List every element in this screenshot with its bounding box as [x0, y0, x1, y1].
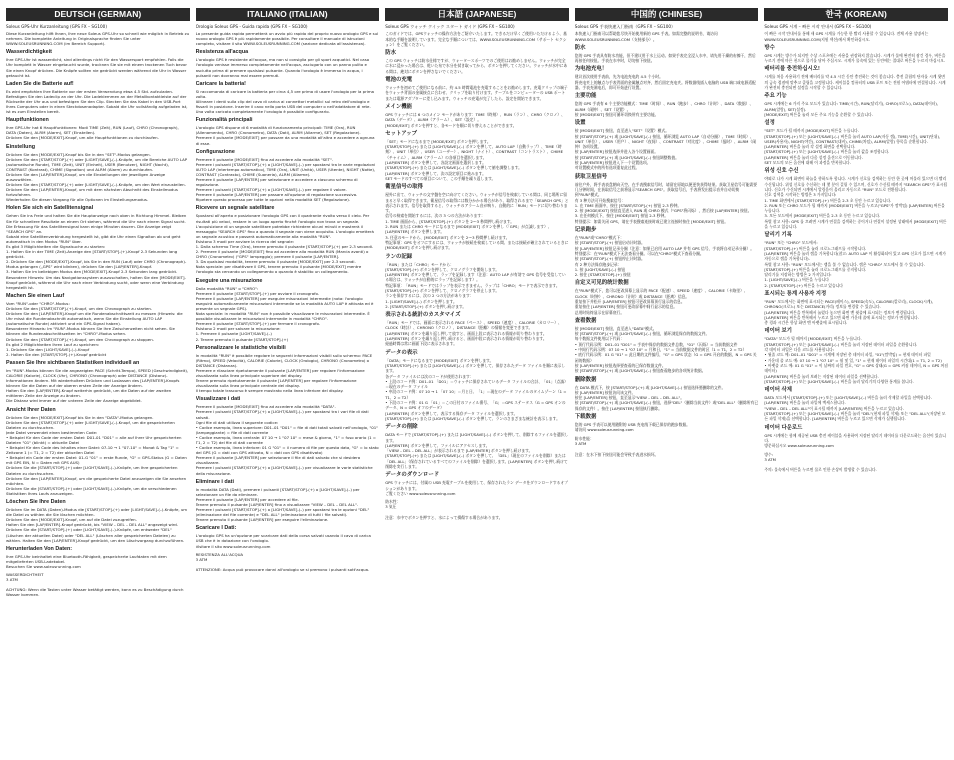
- section-text: 야외로 나가 시계 화면이 하늘을 향하도록 합니다. 시계가 신호를 검색하는 동안 한 곳에 머물러 있으면 더 빨리 수신됩니다. 위성 신호를 수신하는 데 몇 분이 걸릴 수 있으며, 신호가 수신될 때까지 "SEARCH GPS"가 표시됩니다. 신호가 수신되면 시계에서 알림음이 울리고 자동으로 "RUN" 모드로 전환됩니다. 신호 검색을 시작하는 방법은 3 가지입니다: 1. TIME 화면에서 [START/STOP]-(+) 버튼을 2-3 초 동안 누르고 있습니다. 2. RUN 또는 CHRO 모드가 될 때까지 [MODE/EXIT] 버튼을 누르고("GPS"가 깜박임) [LAP/ENTER] 버튼을 누릅니다. 3. 모든 모드에서 [MODE/EXIT] 버튼을 2-3 초 동안 누르고 있습니다. 특별 참고 사항: GPS 를 끄려면 시계가 연결을 검색하는 중이거나 연결이 설정된 상태에서 [MODE/EXIT] 버튼을 누르고 있습니다.: [764, 176, 948, 230]
- section: [764, 387, 948, 421]
- section-text: "RUN" 또는 "CHRO" 모드에서: [START/STOP]-(+) 버튼을 눌러 크로노그래프를 시작합니다. [LAP/ENTER] 버튼을 눌러 랩을 기록합니다(참고: AUTO LAP 이 활성화되어 있고 GPS 신호가 있으면 시계가 자동으로 랩을 기록합니다). 특별 참고 사항: "RUN" 모드에서는 랩을 볼 수 없습니다. 랩은 "CHRO" 모드에서 볼 수 있습니다. [START/STOP]-(+) 버튼을 눌러 크로노그래프를 중지합니다. 달리기를 저장하는 방법은 2 가지입니다: 1. [LIGHT/SAVE]-(–) 버튼을 누릅니다 2. [START/STOP]-(+) 버튼을 누르고 있습니다: [764, 240, 946, 288]
- section-title: データの削除: [385, 424, 418, 431]
- section-title: Funzionalità principali: [195, 117, 253, 124]
- section-title: Holen Sie sich ein Satellitensignal: [6, 205, 94, 212]
- section-text: Drücken Sie den [MODE/EXIT]-Knopf bis Sie in den "SET"-Modus gelangen. Drücken Sie den [START/STOP]-(+) oder [LIGHT/SAVE]-(–)-Knöpfe, um die Bereiche AUTO LAP (automatische Runde), TIME (Zeit), UNIT (Einheit), USER (Benutzer), NIGHT (Nacht), CONTRAST (Kontrast), CHIME (Signalton) und ALRM (Alarm) zu durchlaufen. Drücken Sie den [LAP/ENTER]-Knopf, um die Einstellungen der jeweiligen Anzeige auszuwählen. Drücken Sie den [START/STOP]-(+) oder [LIGHT/SAVE]-(–)-Knöpfe, um den Wert einzustellen. Drücken Sie den [LAP/ENTER]-Knopf, um mit dem nächsten Abschnitt des Einstellmodus fortzufahren. Wiederholen Sie diesen Vorgang für alle Optionen im Einstellungsmodus.: [6, 151, 188, 203]
- footer-text: 防水性能： 3 ATM 注意：在水下按下按钮可能会导致手表进水损坏。: [574, 435, 659, 457]
- section-title: 데이터 보기: [764, 328, 792, 335]
- section-title: 防水: [385, 50, 396, 57]
- section-title: Herunterladen Von Daten:: [6, 545, 73, 552]
- section: [385, 77, 569, 101]
- section-title: 방수: [764, 44, 775, 51]
- section: [6, 546, 190, 569]
- intro-text: Diese Kurzanleitung hilft Ihnen, Ihre neue Soleus GPS-Uhr so schnell wie möglich in Betrieb zu nehmen. Die komplette Anleitung in Originalsprache finden Sie unter WWW.SOLEUSRUNNING.COM (im Bereich Support).: [6, 31, 190, 47]
- column-chinese: [575, 8, 759, 756]
- section-title: 为电池充电！: [574, 66, 608, 73]
- section: [196, 525, 380, 548]
- section: [575, 377, 759, 411]
- section: [196, 49, 380, 77]
- section-text: Ihre GPS-Uhr beinhaltet eine Bluetooth-Fähigkeit, gespeicherte Laufdaten mit dem mitgelieferten USB-Ladekabel. Besuchen Sie www.soleusrunning.com: [6, 553, 167, 569]
- section-text: L'orologio GPS ha un'opzione per scaricare dati della corsa salvati usando il cavo di carica USB che è in dotazione con l'orologio. Visitare il sito www.soleusrunning.com: [195, 533, 371, 549]
- section-title: 主要功能: [574, 93, 597, 100]
- section-text: GPS ウォッチには 6 つのメイン モードがあります：TIME（時刻）、RUN（ラン）、CHRO（クロノ）、DATA（データ）、ALRM（アラーム）、SET（設定）。 [MODE/EXIT] ボタンを押すと、各モードを順に切り替えることができます。: [385, 111, 565, 128]
- section-text: 「RUN」または「CHRO」モードから： [START/STOP]-(+) ボタンを押して、クロノグラフを開始します。 [LAP/ENTER] ボタンを押して、ラップを記録します（注意：AUTO LAP が有効で GPS 信号を受信している場合は、ウォッチが自動的にラップを記録します）。 特記事項：「RUN」モードではラップを表示できません。ラップは「CHRO」モードで表示できます。 [START/STOP]-(+) ボタンを押して、クロノグラフを停止します。 ランを保存するには、次の 2 つの方法があります： 1. [LIGHT/SAVE]-(–) ボタンを押します。 2. [START/STOP]-(+) ボタンを押し続けます。: [385, 261, 566, 309]
- column-body: [6, 24, 190, 597]
- column-body: [575, 24, 759, 457]
- section: [196, 117, 380, 145]
- section-text: 您的 GPS 手表有 6 个主要功能模式：TIME（时间）、RUN（跑步）、CHRO（计时）、DATA（数据）、ALRM（闹钟）、SET（设置）。 按 [MODE/EXIT] 按钮可循环切换所有主要功能。: [574, 101, 754, 117]
- section: [385, 254, 569, 310]
- section: [385, 424, 569, 469]
- section-text: Drücken Sie den [MODE/EXIT]-Knopf bis Sie in den "DATA"-Modus gelangen. Drücken Sie den [START/STOP]-(+) oder [LIGHT/SAVE]-(–)-Knopf, um die gespeicherten Dateien zu durchsuchen. Jede Datei verwendet einen bestimmten Code: • Beispiel für den Code der ersten Datei: D01-01 "D01" = alle auf Ihrer Uhr gespeicherten Dateien "01" (blinkt) = aktuelle Datei • Beispiel für den Code des Inhaltes einer Datei: 07-10 → 1 "07-10" = Monat & Tag "1" = Zeitzone 1 (= T1, 2 = T2) der aktuellen Datei • Beispiel ein Code der ersten Datei: 01-G "01" = erste Runde, "G" = GPS-Status (G = Daten mit GPS EIN, N = Daten mit GPS AUS) Drücken Sie die [START/STOP]-(+) oder [LIGHT/SAVE]-(–)-Knöpfe, um Ihre gespeicherten Dateien zu durchsuchen. Drücken Sie den [LAP/ENTER]-Knopf, um die gespeicherte Datei anzuzeigen die Sie ansehen möchten. Drücken Sie die [START/STOP]-(+) oder [LIGHT/SAVE]-(–)-Knöpfe, um die verschiedenen Statistiken Ihres Laufs anzuzeigen.: [6, 414, 187, 496]
- section: [764, 66, 948, 90]
- column-header: ITALIANO (ITALIAN): [196, 8, 380, 21]
- footer-text: 防水性： 3 気圧 注意：水中でボタンを押すと、水によって損傷する場合があります。: [385, 499, 503, 521]
- section-title: Resistenza all'acqua: [195, 49, 249, 56]
- section-title: データの表示: [385, 349, 418, 356]
- section-text: 屋外に出て、ウォッチの文字盤を空に向けてください。ウォッチが信号を検索している間は、同じ場所に留まると早く取得できます。衛星信号の取得には数分かかる場合があり、取得されるまで「SEARCH GPS」と表示されます。信号を取得すると、ウォッチのアラーム音が鳴り、自動的に「RUN」モードに切り替わります。 信号の検索を開始するには、次の 3 つの方法があります： 1. TIME 画面から、[START/STOP]-(+) ボタンを 2〜3 秒間押し続けます。 2. RUN または CHRO モードになるまで [MODE/EXIT] ボタンを押し（「GPS」が点滅します）、[LAP/ENTER] ボタンを押します。 3. 任意のモードから、[MODE/EXIT] ボタンを 2〜3 秒間押し続けます。 特記事項：GPS をオフにするには、ウォッチが接続を検索している間、または接続が確立されているときに [MODE/EXIT] ボタンを押し続けます。: [385, 192, 569, 251]
- section-title: セットアップ: [385, 130, 417, 137]
- section-title: Ricevere un segnale satellitare: [195, 205, 275, 212]
- section: [575, 174, 759, 224]
- section-title: 설정: [764, 120, 775, 127]
- section-text: Vom "RUN"-oder "CHRO"-Modus: Drücken Sie den [START/STOP]-(+)-Knopf, um den Chronograph zu starten. Drücken Sie den [LAP/ENTER]-Knopf um die Rundenabschnittszeit zu messen (Hinweis: die Uhr misst die Rundenabschnitt automatisch, wenn Sie die Einstellung AUTO LAP (automatische Runde) aktiviert und ein GPS-Signal haben). Besonderer Hinweis: Im "RUN"-Modus können Sie Ihre Zwischenzeiten nicht sehen. Sie können die Rundenabschnittszeiten im "CHRO"-Modus sehen. Drücken Sie den [START/STOP]-(+)-Knopf, um den Chronograph zu stoppen. Es gibt 2 Möglichkeiten Ihren Lauf zu speichern: 1. Drücken Sie den [LIGHT/SAVE]-(–)-Knopf 2. Halten Sie den [START/STOP]-(+)-Knopf gedrückt: [6, 300, 183, 357]
- intro-text: 本快速入门指南可以帮助您尽快开始使用新的 GPS 手表。如需完整的说明书，请访问 WWW.SOLEUSRUNNING.COM（支持部分）。: [574, 31, 718, 42]
- section-text: 在"RUN"模式下，您可以更改屏幕上显示的 PACE（配速）、SPEED（速度）、CALORIE（卡路里）、CLOCK（时钟）、CHRONO（计时）或 DISTANCE（距离）信息。 重复按下并松开 [LAP/ENTER] 按钮可更改屏幕顶行显示的信息。 重复按住 [LAP/ENTER] 按钮可更改屏幕中间行显示的信息。 总用时始终显示在屏幕底行。: [574, 288, 748, 315]
- section: [385, 312, 569, 346]
- section-title: 下载数据: [574, 414, 597, 421]
- section-title: Hauptfunktionen: [6, 117, 49, 124]
- section-text: 「SET」モードになるまで [MODE/EXIT] ボタンを押します。 [START/STOP]-(+) または [LIGHT/SAVE]-(–) ボタンを押して、AUTO LAP（自動ラップ）、TIME（時刻）、UNIT（単位）、USER（ユーザー）、NIGHT（ナイト）、CONTRAST（コントラスト）、CHIME（チャイム）、ALRM（アラーム）の各項目を選択します。 [LAP/ENTER] ボタンを押して、各設定画面を選択します。 [START/STOP]-(+) または [LIGHT/SAVE]-(–) ボタンを押して値を調整します。 [LAP/ENTER] ボタンを押して、次の設定項目に進みます。 SET モードのすべての項目について、この手順を繰り返します。: [385, 138, 563, 181]
- section: [575, 66, 759, 90]
- section: [764, 120, 948, 165]
- intro-text: このガイドでは、GPSウォッチの操作方法をご紹介いたします。できるだけ早くご使用いただけるよう、基本的な手順を説明しています。完全な手順については、WWW.SOLEUSRUNNING.COM（サポート セクション）をご覧ください。: [385, 31, 567, 47]
- section-title: 달리기 기록: [764, 232, 792, 239]
- section: [196, 149, 380, 203]
- section: [6, 499, 190, 543]
- column-korean: [764, 8, 948, 756]
- section: [6, 144, 190, 203]
- section-text: 「RUN」モードでは、画面に表示される PACE（ペース）、SPEED（速度）、CALORIE（カロリー）、CLOCK（時計）、CHRONO（クロノ）、DISTANCE（距離）の情報を変更できます。 [LAP/ENTER] ボタンを繰り返し押して放すと、画面上段に表示される情報が切り替わります。 [LAP/ENTER] ボタンを繰り返し押し続けると、画面中段に表示される情報が切り替わります。 経過時間は常に画面下段に表示されます。: [385, 320, 562, 347]
- section: [6, 49, 190, 77]
- column-header: 中国的 (CHINESE): [575, 8, 759, 21]
- section-text: GPS ウォッチには、付属の USB 充電ケーブルを使用して、保存されたラン データをダウンロードするオプションがあります。 ご覧ください www.soleusrunning.com: [385, 480, 568, 496]
- section: [385, 472, 569, 496]
- section-title: データのダウンロード: [385, 472, 440, 479]
- section: [575, 93, 759, 117]
- intro-text: 이 빠른 시작 안내서를 통해 새 GPS 시계를 가능한 한 빨리 사용할 수 있습니다. 전체 사용 설명서는 WWW.SOLEUSRUNNING.COM(지원 섹션)에서 확인하십시오.: [764, 31, 929, 42]
- section-title: Configurazione: [195, 148, 235, 155]
- section-title: 배터리를 충전하십시오!: [764, 66, 820, 73]
- section: [196, 81, 380, 114]
- section-title: 表示される統計のカスタマイズ: [385, 312, 461, 319]
- section-text: In modalità "RUN" è possibile regolare le seguenti informazioni visibili sullo schermo: PACE (Ritmo), SPEED (Velocità), CALORIE (Calorie), CLOCK (Orologio), CHRONO (Cronometro) o DISTANCE (Distanza). Premere e rilasciare ripetutamente il pulsante [LAP/ENTER] per regolare l'informazione visualizzata sulla linea principale superiore del display. Tenere premuto ripetutamente il pulsante [LAP/ENTER] per regolare l'informazione visualizzata sulla linea principale centrale del display. Il tempo totale trascorso è sempre mostrato nella linea inferiore del display.: [195, 352, 373, 394]
- section-title: Löschen Sie Ihre Daten: [6, 499, 66, 506]
- column-header: 日本語 (JAPANESE): [385, 8, 569, 21]
- section: [6, 81, 190, 114]
- section-title: Scaricare I Dati:: [195, 525, 237, 532]
- guide-subtitle: Orologio Soleus GPS - Guida rapida (GPS FX – SG100): [195, 24, 308, 29]
- section-title: 데이터 다운로드: [764, 424, 803, 431]
- section-text: DATA モードで [START/STOP]-(+) または [LIGHT/SAVE]-(–) ボタンを押して、削除するファイルを選択します。 [LAP/ENTER] ボタンを押して、ファイルにアクセスします。 「VIEW – DEL – DEL ALL」が表示されるまで [LAP/ENTER] ボタンを押し続けます。 [START/STOP]-(+) または [LIGHT/SAVE]-(–) ボタンを押して、「DEL」（現在のファイルを削除）または「DEL ALL」（保存されているすべてのファイルを削除）を選択します。[LAP/ENTER] ボタンを押し続けて削除を実行します。: [385, 432, 569, 469]
- section-title: Ansicht Ihrer Daten: [6, 406, 56, 413]
- section: [764, 232, 948, 288]
- section-text: Spostarsi all'aperto e posizionare l'orologio GPS con il quadrante rivolto verso il cielo. Per risultati più veloci, restare in un luogo aperto finché l'orologio non trova un segnale. L'acquisizione di un segnale satellitare potrebbe richiedere alcuni minuti e mostrerà il messaggio "SEARCH GPS" fino a quando il segnale non viene acquisito. L'orologio emetterà un segnale acustico e passerà automaticamente alla modalità "RUN". Esistono 3 modi per avviare la ricerca del segnale: 1. Dalla schermo Time (Ora), tenere premuto il pulsante [START/STOP]-(+) per 2-3 secondi. 2. Premere il pulsante [MODE/EXIT] fino ad accedere alla modalità RUN (Marcia avanti) o CHRO (Cronometro) ("GPS" lampeggia); premere il pulsante [LAP/ENTER]. 3. Da qualsiasi modalità, tenere premuto il pulsante [MODE/EXIT] per 2-3 secondi. Nota speciale: per disattivare il GPS, tenere premuto il pulsante [MODE/EXIT] mentre l'orologio sta cercando un collegamento o quando è stabilito un collegamento.: [195, 213, 374, 275]
- section: [385, 131, 569, 181]
- column-german: [6, 8, 190, 756]
- section-text: "DATA" 모드가 될 때까지 [MODE/EXIT] 버튼을 누릅니다. [START/STOP]-(+) 또는 [LIGHT/SAVE]-(–) 버튼을 눌러 저장된 데이터 파일을 순환합니다. 각 데이터 파일은 다음 코드를 사용합니다: • 윗줄 코드 예: D01–01 "D01" = 시계에 저장된 총 데이터 파일, "01"(깜박임) = 현재 데이터 파일 • 가운데 줄 코드 예: 07 10 → 1 "07 10" = 월 및 일, "1" = 현재 데이터 파일의 시간대(1 = T1, 2 = T2) • 아랫줄 코드 예: 01 G "01" = 이 날짜의 파일 번호, "G" = GPS 상태(G = GPS 켜짐 데이터, N = GPS 꺼짐 데이터) [LAP/ENTER] 버튼을 눌러 보려는 저장된 데이터 파일을 선택합니다. [START/STOP]-(+) 또는 [LIGHT/SAVE]-(–) 버튼을 눌러 달리기의 다양한 통계를 봅니다.: [764, 336, 948, 384]
- section-text: Si raccomanda di caricare la batteria per circa 4,5 ore prima di usare l'orologio per la prima volta. Allineare i denti sulla clip del cavo di carica ai connettori metallici sul retro dell'orologio e fissarli in posizione. Inserire il cavo nella porta USB del computer o nell'adattatore di rete. Una volta caricato completamente l'orologio è possibile configurarlo.: [195, 88, 375, 115]
- column-body: [385, 24, 569, 520]
- section: [764, 168, 948, 229]
- section-text: 「DATA」モードになるまで [MODE/EXIT] ボタンを押します。 [START/STOP]-(+) または [LIGHT/SAVE]-(–) ボタンを押して、保存されたデータ ファイルを順に表示します。 各データ ファイルには次のコードが使用されます： • 上段のコード例：D01–01 「D01」＝ウォッチに保存されているデータ ファイルの合計、「01」（点滅）＝現在のデータ ファイル • 中段のコード例：07 10 → 1 「07 10」＝月と日、「1」＝現在のデータ ファイルのタイムゾーン（1 = T1、2 = T2） • 下段のコード例：01 G 「01」＝この日付のファイル番号、「G」＝GPS ステータス（G = GPS オンのデータ、N = GPS オフのデータ） [LAP/ENTER] ボタンを押して、表示する保存データ ファイルを選択します。 [START/STOP]-(+) または [LIGHT/SAVE]-(–) ボタンを押して、ランのさまざまな統計を表示します。: [385, 357, 568, 421]
- section: [764, 291, 948, 325]
- section-title: Wasserdichtigkeit: [6, 49, 52, 56]
- section-title: ランの記録: [385, 253, 413, 260]
- section: [575, 227, 759, 277]
- section-title: 표시되는 통계 사용자 지정: [764, 290, 827, 297]
- section-title: メイン機能: [385, 103, 413, 110]
- section-title: Machen Sie einen Lauf: [6, 292, 65, 299]
- section: [6, 407, 190, 497]
- section-title: Einstellung: [6, 143, 36, 150]
- section-text: GPS 시계에는 6 가지 주요 모드가 있습니다: TIME(시간), RUN(달리기), CHRO(크로노), DATA(데이터), ALRM(알람), SET(설정). [MODE/EXIT] 버튼을 눌러 모든 주요 기능을 순환할 수 있습니다.: [764, 101, 939, 117]
- section-title: 自定义可见的统计数据: [574, 280, 629, 287]
- section-text: L'orologio GPS dispone di 6 modalità di funzionamento principali: TIME (Ora), RUN (Allenamento), CHRO (Cronometro), DATA (Dati), ALRM (Allarme), SET (Regolazione). Premere il pulsante [MODE/EXIT] per passare da una modalità all'altra e accedere a ognuna di esse.: [195, 125, 375, 146]
- section-text: Im "RUN"-Modus können Sie die angezeigten PACE (Schritt-Tempo), SPEED (Geschwindigkeit), CALORIE (Kalorie), CLOCK (Uhr), CHRONO (Chronograph) oder DISTANCE (Distanz)-Informationen ändern. Mit wiederholtem Drücken und Loslassen des [LAP/ENTER]-Knopfs können Sie die Daten auf der oberen ersten Zeile der Anzeige ändern. Halten Sie den [LAP/ENTER]-Knopf weiterhin gedrückt, um die Daten auf der zweiten mittleren Zeile der Anzeige zu ändern. Die Distanz wird immer auf der unteren Zeile der Anzeige abgebildet.: [6, 367, 189, 404]
- section: [196, 479, 380, 523]
- guide-subtitle: Soleus GPS ウォッチ クイック スタート ガイド (GPS FX – SG100): [385, 24, 515, 29]
- section-title: 衛星信号の取得: [385, 184, 423, 191]
- section-text: Es wird empfohlen Ihre Batterie vor der ersten Verwendung etwa 4.5 Std. aufzuladen. Befestigen Sie den Ladeclip an der Uhr. Die Ladeklemmen an der Metallkontaktleiste auf der Rückseite der Uhr aus und befestigen Sie den Clip. Stecken Sie das Kabel in den USB-Port Ihres Computers oder in einen Steckdosenadapter. Sobald die Uhr vollständig aufgeladen ist, ist es zum Einstellen bereit.: [6, 88, 188, 115]
- section-title: 查看数据: [574, 317, 597, 324]
- section: [385, 50, 569, 74]
- section-text: 시계를 처음 사용하기 전에 배터리를 약 4.5 시간 동안 충전하는 것이 좋습니다. 충전 클립의 단자를 시계 뒷면의 금속 접점에 맞추고 클립을 고정합니다. 케이블을 컴퓨터의 USB 포트 또는 전원 어댑터에 연결합니다. 시계가 완전히 충전되면 설정을 시작할 수 있습니다.: [764, 74, 946, 91]
- section-text: In modalità DATA (Dati), premere i pulsanti [START/STOP]-(+) o [LIGHT/SAVE]-(–) per selezionare un file da eliminare. Premere il pulsante [LAP/ENTER] per accedere al file. Tenere premuto il pulsante [LAP/ENTER] fino a visualizzare "VIEW – DEL – DEL ALL". Premere i pulsanti [START/STOP]-(+) o [LIGHT/SAVE]-(–) per spostarsi tra le opzioni "DEL" (eliminazione del file corrente) e "DEL ALL" (eliminazione di tutti i file salvati). Tenere premuto il pulsante [LAP/ENTER] per eseguire l'eliminazione.: [195, 486, 370, 523]
- section-text: ウォッチを初めてご使用になる前に、約 4.5 時間電池を充電することをお勧めします。充電クリップの端子をウォッチ背面の金属接点に合わせ、クリップを取り付けます。ケーブルをコンピューターの USB ポートまたは電源アダプターに差し込みます。ウォッチの充電が完了したら、設定を開始できます。: [385, 85, 568, 101]
- section-text: Premere il pulsante [MODE/EXIT] fino ad accedere alla modalità "SET". Premere i pulsanti [START/STOP]-(+) o [LIGHT/SAVE]-(–) per spostarsi tra le varie regolazioni AUTO LAP (intertempo automatico), TIME (Ora), UNIT (Unità), USER (Utente), NIGHT (Notte), CONTRAST (Contrasto), CHIME (Suoneria), ALRM (Allarme). Premere il pulsante [LAP/ENTER] per selezionare e accedere a ciascuno schermo di regolazione. Premere i pulsanti [START/STOP]-(+) o [LIGHT/SAVE]-(–) per regolare il valore. Premere il pulsante [LAP/ENTER] per passare all'opzione di regolazione successiva. Ripetere questo processo per tutte le opzioni nella modalità SET (Regolazione).: [195, 156, 376, 203]
- section-title: Eliminare i dati: [195, 478, 234, 485]
- section-text: "SET" 모드가 될 때까지 [MODE/EXIT] 버튼을 누릅니다. [START/STOP]-(+) 또는 [LIGHT/SAVE]-(–) 버튼을 눌러 AUTO LAP(자동 랩), TIME(시간), UNIT(단위), USER(사용자), NIGHT(야간), CONTRAST(대비), CHIME(차임), ALRM(알람) 항목을 순환합니다. [LAP/ENTER] 버튼을 눌러 각 설정 화면을 선택합니다. [START/STOP]-(+) 또는 [LIGHT/SAVE]-(–) 버튼을 눌러 값을 조정합니다. [LAP/ENTER] 버튼을 눌러 다음 설정 옵션으로 이동합니다. SET 모드의 모든 옵션에 대해 이 과정을 반복합니다.: [764, 128, 941, 166]
- section-title: 데이터 삭제: [764, 387, 792, 394]
- section: [575, 414, 759, 433]
- section-text: この GPS ウォッチは防水仕様ですが、ウォータースポーツでのご使用はお勧めしません。ウォッチが完全に水に浸かった場合は、乾いた布で水分を拭き取ってから、ボタンを押してください。ウォッチが水中にある間は、絶対にボタンを押さないでください。: [385, 58, 568, 74]
- section-title: Personalizzare le statistiche visibili: [195, 344, 286, 351]
- section: [196, 396, 380, 475]
- section-title: 获取卫星信号: [574, 173, 608, 180]
- section: [385, 104, 569, 128]
- section: [385, 184, 569, 250]
- column-body: [764, 24, 948, 473]
- section: [6, 293, 190, 357]
- section-text: Ihre GPS-Uhr hat 6 Hauptfunktionen: Modi TIME (Zeit), RUN (Lauf), CHRO (Chronograph), DATA (Daten), ALRM (Alarm), SET (Einstellen). Drücken Sie den [MODE/EXIT]-Knopf, um alle Hauptfunktionen zu durchlaufen.: [6, 125, 179, 141]
- section-title: Passen Sie Ihre sichtbaren Statistiken individuell an: [6, 359, 140, 366]
- footer-text: 방수: 3 ATM 주의: 물속에서 버튼을 누르면 물로 인한 손상이 발생할 수 있습니다.: [764, 451, 877, 473]
- section: [764, 93, 948, 117]
- section: [196, 345, 380, 394]
- section: [575, 318, 759, 374]
- column-japanese: [385, 8, 569, 756]
- section-text: 建议首次使用手表前，先为电池充电约 4.5 个小时。 将充电夹上的触点与手表背面的金属触点对齐，然后固定充电夹。将数据线插入电脑的 USB 端口或电源适配器。手表充满电后，即可开始进行设置。: [574, 74, 756, 91]
- column-italian: [196, 8, 380, 756]
- section-text: GPS 시계는 방수가 되지만 수상 스포츠에는 사용을 권장하지 않습니다. 시계가 물에 완전히 잠긴 경우, 버튼을 누르기 전에 마른 천으로 물기를 닦아 주십시오. 시계가 물속에 있는 동안에는 절대로 버튼을 누르지 마십시오.: [764, 52, 946, 64]
- footer-text: WASSERDICHTHEIT 3 ATM ACHTUNG: Wenn die Tasten unter Wasser betätigt werden, kann es zu Beschädigung durch Wasser kommen.: [6, 571, 184, 598]
- section-title: Visualizzare i dati: [195, 396, 241, 403]
- section: [6, 117, 190, 140]
- section-text: Ihre GPS-Uhr ist wasserdicht, sind allerdings nicht für den Wassersport empfohlen. Falls die Uhr komplett in Wasser eingetaucht wurde, trocknen Sie sie mit einem trockenen Tuch bevor Sie einen Knopf drücken. Die Knöpfe sollten nie gedrückt werden während die Uhr in Wasser getaucht ist.: [6, 57, 187, 78]
- section-text: 在"RUN"或"CHRO"模式下： 按 [START/STOP]-(+) 按钮启动计时器。 按 [LAP/ENTER] 按钮记录分圈（注意：如果已启用 AUTO LAP 并有 GPS 信号，手表将自动记录分圈）。 特别提示：在"RUN"模式下无法查看分圈。可以在"CHRO"模式下查看分圈。 按 [START/STOP]-(+) 按钮停止计时器。 有 2 种方法保存跑步记录： 1. 按 [LIGHT/SAVE]-(–) 按钮 2. 按住 [START/STOP]-(+) 按钮: [574, 235, 755, 278]
- section-title: 위성 신호 수신: [764, 168, 799, 175]
- section-text: L'orologio GPS è resistente all'acqua, ma non si consiglia per gli sport acquatici. Nel caso l'orologio venisse immerso completamente nell'acqua, asciugarlo con un panno pulito e asciutto prima di premere qualsiasi pulsante. Quando l'orologio è immerso in acqua, i pulsanti non dovranno mai essere premuti.: [195, 57, 370, 78]
- section-title: 주요 기능: [764, 93, 787, 100]
- section-title: Caricare la batteria!: [195, 80, 246, 87]
- intro-text: La presente guida rapida permetterà un avvio più rapido del proprio nuovo orologio GPS e sul nuovo orologio GPS è più rapidamente possibile. Per consultare il manuale di istruzioni completo, visitare il sito WWW.SOLEUSRUNNING.COM (sezione dedicata all'assistenza).: [195, 31, 379, 47]
- column-header: DEUTSCH (GERMAN): [6, 8, 190, 21]
- section-text: GPS 시계에는 함께 제공된 USB 충전 케이블을 사용하여 저장된 달리기 데이터를 다운로드하는 옵션이 있습니다. 방문하십시오 www.soleusrunning.com: [764, 432, 946, 449]
- section-text: Drücken Sie im DATA (Daten)-Modus die [START/STOP]-(+) oder [LIGHT/SAVE]-(–)-Knöpfe, um die Datei zu wählen die Sie löschen möchten. Drücken Sie den [MODE/EXIT]-Knopf, um auf die Datei zuzugreifen. Halten Sie den [LAP/ENTER]-Knopf gedrückt, bis "VIEW – DEL – DEL ALL" angezeigt wird. Drücken Sie die [START/STOP]-(+) oder [LIGHT/SAVE]-(–)-Knöpfe, um entweder "DEL" (Löschen der aktuellen Datei) oder "DEL ALL" (Löschen aller gespeicherten Dateien) zu wählen. Halten Sie den [LAP/ENTER]-Knopf gedrückt, um den Löschvorgang durchzuführen.: [6, 507, 188, 543]
- section-title: 记录跑步: [574, 227, 597, 234]
- section: [385, 350, 569, 422]
- section-text: "RUN" 모드에서는 화면에 표시되는 PACE(페이스), SPEED(속도), CALORIE(칼로리), CLOCK(시계), CHRONO(크로노) 또는 DISTANCE(거리) 정보를 변경할 수 있습니다. [LAP/ENTER] 버튼을 반복해서 눌렀다 놓으면 화면 맨 윗줄에 표시되는 정보가 변경됩니다. [LAP/ENTER] 버튼을 반복해서 누르고 있으면 화면 가운데 줄에 표시되는 정보가 변경됩니다. 총 경과 시간은 항상 화면 맨 아랫줄에 표시됩니다.: [764, 298, 934, 326]
- section-text: 按 [MODE/EXIT] 按钮，直至进入"DATA"模式。 按 [START/STOP]-(+) 或 [LIGHT/SAVE]-(–) 按钮，循环浏览保存的数据文件。 每个数据文件使用以下代码： • 顶行代码示例：D01–01 "D01" = 手表中保存的数据文件总数，"01"（闪烁）= 当前数据文件 • 中间行代码示例：07 10 → 1 "07 10" = 月和日，"1" = 当前数据文件的时区（1 = T1，2 = T2） • 底行代码示例：01 G "01" = 此日期的文件编号，"G" = GPS 状态（G = GPS 开启的数据，N = GPS 关闭的数据） 按 [LAP/ENTER] 按钮选择要查看的已保存数据文件。 按 [START/STOP]-(+) 或 [LIGHT/SAVE]-(–) 按钮查看跑步的各项统计数据。: [574, 325, 757, 374]
- section-text: 您的 GPS 手表具有防水功能，但不建议用于水上运动。如果手表完全浸入水中，请先用干燥的布擦干，然后再按任何按钮。手表在水中时，切勿按下按钮。: [574, 52, 756, 64]
- section: [6, 205, 190, 289]
- section-text: Premere il pulsante [MODE/EXIT] fino ad accedere alla modalità "DATA". Premere i pulsanti [START/STOP]-(+) o [LIGHT/SAVE]-(–) per spostarsi tra i vari file di dati salvati. Ogni file di dati utilizza il seguente codice: • Codice esempio, linea superiore: D01–01 "D01" = file di dati totali salvati nell'orologio, "01" (lampeggiante) = file di dati corrente • Codice esempio, linea centrale: 07 10 → 1 "07 10" = mese & giorno, "1" = fuso orario (1 = T1, 2 = T2) del file di dati corrente • Codice esempio, linea inferiore: 01 G "01" = il numero di file per questa data, "G" = lo stato del GPS (G = dati con GPS attivato, N = dati con GPS disattivato) Premere il pulsante [LAP/ENTER] per selezionare il file di dati salvato che si desidera visualizzare. Premere i pulsanti [START/STOP]-(+) o [LIGHT/SAVE]-(–) per visualizzare le varie statistiche della misurazione.: [195, 404, 379, 476]
- guide-subtitle: Soleus GPS 手表快速入门指南（GPS FX – SG100）: [574, 24, 676, 29]
- section-title: 防水: [574, 44, 586, 51]
- section-title: 设置: [574, 120, 586, 127]
- section-text: 在 DATA 模式下，按 [START/STOP]-(+) 或 [LIGHT/SAVE]-(–) 按钮选择要删除的文件。 按 [LAP/ENTER] 按钮访问该文件。 按住 [LAP/ENTER] 按钮，直至显示"VIEW – DEL – DEL ALL"。 按 [START/STOP]-(+) 或 [LIGHT/SAVE]-(–) 按钮，选择"DEL"（删除当前文件）或"DEL ALL"（删除所有已保存的文件）。按住 [LAP/ENTER] 按钮执行删除。: [574, 384, 759, 411]
- guide-subtitle: Soleus GPS-Uhr Kurzanleitung (GPS FX – SG100): [6, 24, 107, 29]
- section-text: Gehen Sie ins Freie und halten Sie die Hauptanzeige nach oben in Richtung Himmel. Bleiben Sie für schnellere Resultate an einem Ort stehen, während die Uhr nach einem Signal sucht. Die Erfassung für das Satellitensignal kann einige Minuten dauern. Die Anzeige zeigt ''SEARCH GPS'' an. Sobald eine Satellitenverbindung hergestellt ist, gibt die Uhr einen Signalton ab und geht automatisch in den Modus "RUN" über. Es gibt 3 Möglichkeiten die Signalsuche zu starten: 1. Halten Sie in der TIME (Zeit)-Anzeige den [START/STOP]-(+)-Knopf 2-3 Sekunden lang gedrückt. 2. Drücken Sie den [MODE/EXIT]-Knopf, bis Sie in den RUN (Lauf) oder CHRO (Chronograph)-Modus gelangen („GPS“ wird blinken), drücken Sie den [LAP/ENTER]-Knopf. 3. Halten Sie im beliebigen Modus den [MODE/EXIT]-Knopf 2-3 Sekunden lang gedrückt. Besondere Hinweis: Um das Navigationssystem auszuschalten, halten Sie den [MODE/EXIT]-Knopf gedrückt, während die Uhr nach einer Verbindung sucht, oder wenn eine Verbindung hergestellt ist.: [6, 213, 187, 290]
- section-text: Dalla modalità "RUN" o "CHRO": Premere il pulsante [START/STOP]-(+) per avviare il cronografo. Premere il pulsante [LAP/ENTER] per eseguire misurazioni intermedie (nota: l'orologio eseguirà automaticamente misurazioni intermedie se la modalità AUTO LAP è attivata ed è presente un segnale GPS). Nota speciale: in modalità "RUN" non è possibile visualizzare le misurazioni intermedie. È possibile visualizzare le misurazioni intermedie in modalità "CHRO". Premere il pulsante [START/STOP]-(+) per fermare il cronografo. Esistono 2 modi per salvare la misurazione: 1. Premere il pulsante [LIGHT/SAVE]-(–) 2. Tenere premuto il pulsante [START/STOP]-(+): [195, 285, 374, 342]
- section-title: 删除数据: [574, 376, 597, 383]
- guide-subtitle: Soleus GPS 시계 – 빠른 시작 안내서 (GPS FX – SG100): [764, 24, 872, 29]
- footer-text: RESISTENZA ALL'ACQUA 3 ATM ATTENZIONE: Acqua può provocare danni all'orologio se si premono i pulsanti sott'acqua.: [195, 551, 370, 572]
- section-text: 按 [MODE/EXIT] 按钮，直至进入"SET"（设置）模式。 按 [START/STOP]-(+) 或 [LIGHT/SAVE]-(–) 按钮，循环浏览 AUTO LAP（自动分圈）、TIME（时间）、UNIT（单位）、USER（用户）、NIGHT（夜间）、CONTRAST（对比度）、CHIME（报时）、ALRM（闹钟）各项设置。 按 [LAP/ENTER] 按钮选择并进入各个设置画面。 按 [START/STOP]-(+) 或 [LIGHT/SAVE]-(–) 按钮调整数值。 按 [LAP/ENTER] 按钮进入下一个设置选项。 对设置模式中的所有选项重复此过程。: [574, 128, 756, 171]
- section: [6, 360, 190, 404]
- section-text: 前往户外，将手表表盘朝向天空。在手表搜索信号时，请留在原地以便更快获得结果。获取卫星信号可能需要几分钟时间，在获取信号之前将显示"SEARCH GPS"。获取信号后，手表将发出提示音并自动切换到"RUN"模式。 有 3 种方法可开始搜索信号： 1. 在 TIME 画面中，按住 [START/STOP]-(+) 按钮 2-3 秒钟。 2. 按 [MODE/EXIT] 按钮直至进入 RUN 或 CHRO 模式（"GPS"将闪烁），然后按 [LAP/ENTER] 按钮。 3. 在任何模式下，按住 [MODE/EXIT] 按钮 2-3 秒钟。 特别提示：如需关闭 GPS，请在手表搜索连接时或已建立连接时按住 [MODE/EXIT] 按钮。: [574, 181, 758, 224]
- section: [764, 425, 948, 449]
- section: [575, 45, 759, 64]
- section-text: 您的 GPS 手表可以使用随附的 USB 充电线下载已保存的跑步数据。 请访问 www.soleusrunning.com: [574, 422, 690, 433]
- column-body: [196, 24, 380, 572]
- section-title: 電池の充電: [385, 77, 413, 84]
- section-title: Eseguire una misurazione: [195, 277, 263, 284]
- section-text: DATA 모드에서 [START/STOP]-(+) 또는 [LIGHT/SAVE]-(–) 버튼을 눌러 삭제할 파일을 선택합니다. [LAP/ENTER] 버튼을 눌러 파일에 액세스합니다. "VIEW – DEL – DEL ALL"이 표시될 때까지 [LAP/ENTER] 버튼을 누르고 있습니다. [START/STOP]-(+) 또는 [LIGHT/SAVE]-(–) 버튼을 눌러 "DEL"(현재 파일 삭제) 또는 "DEL ALL"(저장된 모든 파일 삭제)을 선택합니다. [LAP/ENTER] 버튼을 누르고 있으면 삭제가 실행됩니다.: [764, 395, 946, 422]
- section: [764, 45, 948, 64]
- section: [196, 278, 380, 342]
- section-title: Laden Sie die Batterie auf!: [6, 80, 74, 87]
- section: [196, 205, 380, 274]
- section: [575, 120, 759, 170]
- column-header: 한국 (KOREAN): [764, 8, 948, 21]
- section: [764, 328, 948, 384]
- section: [575, 280, 759, 314]
